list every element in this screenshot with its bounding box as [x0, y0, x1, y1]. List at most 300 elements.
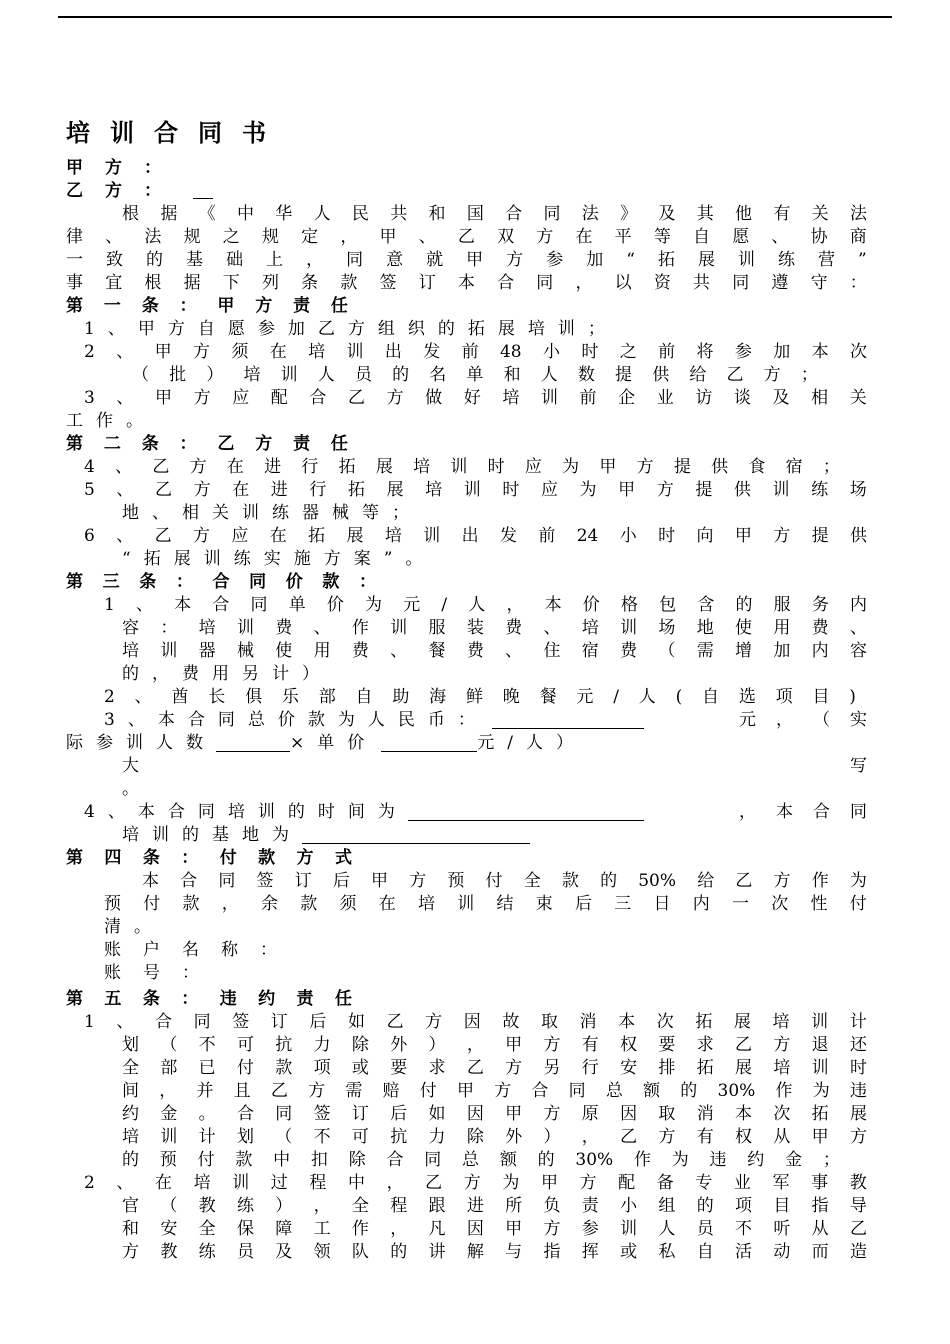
- glyph: 本: [142, 871, 159, 891]
- unit-price-unit: 元/人）: [477, 733, 586, 753]
- glyph: 的: [122, 1150, 139, 1170]
- training-time-tail: [739, 801, 867, 824]
- glyph: 小: [542, 342, 560, 362]
- glyph: 宿: [581, 641, 599, 661]
- glyph: 队: [351, 1242, 369, 1262]
- glyph: 1: [84, 1012, 95, 1032]
- glyph: 费: [811, 618, 829, 638]
- glyph: 次: [849, 342, 867, 362]
- glyph: 中: [236, 204, 254, 224]
- glyph: 餐: [539, 687, 557, 707]
- glyph: 定: [301, 227, 319, 247]
- glyph: 力: [313, 1035, 331, 1055]
- glyph: 抗: [275, 1035, 293, 1055]
- glyph: 在: [575, 227, 593, 247]
- glyph: 导: [849, 1196, 867, 1216]
- glyph: 本: [174, 595, 192, 615]
- glyph: 批: [169, 365, 187, 385]
- party-b-blank: [193, 184, 213, 199]
- glyph: ）: [206, 365, 224, 385]
- glyph: 资: [653, 273, 671, 293]
- glyph: 违: [849, 1081, 867, 1101]
- glyph: 部: [160, 1058, 178, 1078]
- glyph: 中: [273, 1150, 291, 1170]
- glyph: 本: [776, 802, 793, 822]
- glyph: 扣: [310, 1150, 328, 1170]
- glyph: 费: [620, 641, 638, 661]
- glyph: 一: [103, 296, 121, 316]
- glyph: （: [813, 710, 830, 730]
- glyph: 计: [198, 1127, 216, 1147]
- glyph: 、: [505, 641, 523, 661]
- glyph: 场: [849, 480, 867, 500]
- glyph: 法: [581, 204, 599, 224]
- glyph: 、: [136, 595, 153, 615]
- glyph: 束: [535, 894, 553, 914]
- glyph: 方: [463, 1173, 481, 1193]
- glyph: 条: [141, 296, 159, 316]
- glyph: 领: [313, 1242, 331, 1262]
- glyph: 名: [429, 365, 447, 385]
- glyph: 全: [351, 1196, 369, 1216]
- glyph: 国: [466, 204, 484, 224]
- glyph: 部: [318, 687, 336, 707]
- glyph: 乙: [217, 434, 235, 454]
- glyph: 外: [390, 1035, 408, 1055]
- glyph: 地: [696, 618, 714, 638]
- article-3-item-cont: 。: [122, 779, 139, 799]
- glyph: 或: [620, 1242, 638, 1262]
- glyph: 方: [409, 871, 427, 891]
- glyph: 展: [733, 1012, 751, 1032]
- glyph: 3: [84, 388, 95, 408]
- article-5-item-cont: [122, 1034, 867, 1057]
- glyph: 备: [656, 1173, 674, 1193]
- glyph: 乙: [849, 1219, 867, 1239]
- glyph: 实: [850, 710, 867, 730]
- glyph: ，: [306, 250, 324, 270]
- glyph: 规: [261, 227, 279, 247]
- glyph: 以: [614, 273, 632, 293]
- glyph: 员: [236, 1242, 254, 1262]
- glyph: 意: [386, 250, 404, 270]
- glyph: 前: [579, 388, 597, 408]
- glyph: 合: [180, 871, 198, 891]
- glyph: 第: [66, 296, 83, 316]
- glyph: 官: [122, 1196, 139, 1216]
- glyph: 做: [425, 388, 443, 408]
- glyph: 发: [499, 526, 517, 546]
- glyph: 甲: [217, 296, 235, 316]
- glyph: 培: [502, 388, 520, 408]
- header-rule: [58, 16, 892, 18]
- glyph: 甲: [734, 526, 752, 546]
- glyph: 工: [313, 1219, 331, 1239]
- glyph: 方: [255, 434, 273, 454]
- glyph: 器: [198, 641, 216, 661]
- glyph: 金: [160, 1104, 178, 1124]
- article-2-item-cont: “拓展训练实施方案”。: [122, 549, 436, 569]
- glyph: 如: [347, 1012, 365, 1032]
- glyph: 同: [275, 1104, 293, 1124]
- article-1-item: [84, 387, 867, 410]
- article-5-item-cont: [122, 1126, 867, 1149]
- glyph: 前: [658, 342, 676, 362]
- glyph: 款: [258, 848, 276, 868]
- glyph: 预: [447, 871, 465, 891]
- glyph: 训: [540, 388, 558, 408]
- glyph: 、: [134, 687, 152, 707]
- glyph: 二: [103, 434, 121, 454]
- glyph: 练: [236, 1196, 254, 1216]
- glyph: 给: [697, 871, 715, 891]
- glyph: （: [658, 641, 676, 661]
- glyph: 展: [735, 1058, 752, 1078]
- glyph: 条: [301, 273, 319, 293]
- glyph: 双: [497, 227, 515, 247]
- glyph: 指: [543, 1242, 561, 1262]
- glyph: 营: [818, 250, 835, 270]
- glyph: 作: [351, 1219, 369, 1239]
- glyph: 需: [345, 1081, 363, 1101]
- glyph: 甲: [466, 250, 484, 270]
- glyph: 练: [198, 1242, 216, 1262]
- glyph: 内: [692, 894, 710, 914]
- glyph: 一: [732, 894, 749, 914]
- glyph: 乙: [726, 365, 744, 385]
- glyph: 一: [66, 250, 83, 270]
- glyph: 元: [403, 595, 421, 615]
- glyph: 甲: [811, 1127, 829, 1147]
- glyph: 讲: [428, 1242, 446, 1262]
- glyph: 单: [288, 595, 306, 615]
- glyph: 训: [232, 1173, 250, 1193]
- glyph: 训: [423, 526, 441, 546]
- glyph: 活: [735, 1242, 752, 1262]
- glyph: 为: [365, 595, 383, 615]
- glyph: （: [160, 1196, 178, 1216]
- glyph: 可: [351, 1127, 369, 1147]
- glyph: 人: [658, 1219, 676, 1239]
- glyph: 练: [777, 250, 795, 270]
- glyph: 础: [226, 250, 244, 270]
- glyph: 方: [763, 365, 781, 385]
- glyph: 款: [275, 1058, 293, 1078]
- glyph: 行: [309, 480, 327, 500]
- glyph: 同: [249, 572, 267, 592]
- glyph: 方: [849, 1127, 867, 1147]
- glyph: 和: [428, 204, 446, 224]
- glyph: 前: [461, 342, 479, 362]
- glyph: 选: [738, 687, 756, 707]
- glyph: 军: [772, 1173, 790, 1193]
- glyph: 关: [849, 388, 867, 408]
- glyph: 餐: [428, 641, 446, 661]
- glyph: 须: [231, 342, 249, 362]
- glyph: 后: [575, 894, 592, 914]
- glyph: 间: [122, 1081, 139, 1101]
- article-3-heading: [66, 571, 376, 594]
- glyph: 求: [428, 1058, 446, 1078]
- glyph: 方: [506, 250, 524, 270]
- glyph: 参: [546, 250, 564, 270]
- glyph: 行: [301, 457, 319, 477]
- article-3-item: [104, 594, 867, 617]
- glyph: 划: [122, 1035, 139, 1055]
- glyph: 上: [266, 250, 284, 270]
- glyph: 本: [457, 273, 475, 293]
- glyph: 列: [261, 273, 279, 293]
- glyph: 训: [811, 1058, 829, 1078]
- glyph: 方: [636, 457, 654, 477]
- glyph: 的: [600, 871, 618, 891]
- glyph: 方: [192, 526, 210, 546]
- glyph: 第: [66, 989, 83, 1009]
- glyph: 民: [351, 204, 369, 224]
- article-3-item-cont: [122, 755, 867, 778]
- glyph: 价: [582, 595, 600, 615]
- glyph: ）: [543, 1127, 561, 1147]
- glyph: 参: [581, 1219, 599, 1239]
- glyph: 同: [536, 273, 554, 293]
- glyph: 合: [497, 273, 515, 293]
- glyph: ，: [506, 595, 524, 615]
- glyph: 、: [543, 618, 561, 638]
- glyph: 相: [811, 388, 829, 408]
- glyph: ，: [575, 273, 593, 293]
- glyph: 好: [463, 388, 481, 408]
- glyph: 方: [536, 227, 554, 247]
- glyph: 式: [334, 848, 352, 868]
- glyph: 培: [308, 342, 326, 362]
- glyph: 时: [581, 342, 599, 362]
- glyph: 作: [775, 1081, 793, 1101]
- glyph: 乙: [154, 526, 172, 546]
- glyph: ）: [428, 1035, 446, 1055]
- glyph: 加: [773, 342, 791, 362]
- glyph: 任: [334, 989, 352, 1009]
- glyph: 除: [466, 1127, 484, 1147]
- glyph: 加: [586, 250, 604, 270]
- glyph: 订: [294, 871, 312, 891]
- glyph: /: [613, 687, 619, 707]
- glyph: 内: [850, 595, 867, 615]
- glyph: 和: [122, 1219, 139, 1239]
- glyph: 、: [115, 457, 133, 477]
- glyph: 数: [577, 365, 595, 385]
- glyph: 住: [543, 641, 561, 661]
- glyph: 练: [811, 480, 829, 500]
- glyph: 从: [811, 1219, 829, 1239]
- glyph: 、: [105, 227, 123, 247]
- glyph: 保: [236, 1219, 254, 1239]
- glyph: 供: [849, 526, 867, 546]
- glyph: 预: [159, 1150, 177, 1170]
- glyph: /: [441, 595, 448, 615]
- glyph: 甲: [505, 1104, 523, 1124]
- glyph: 第: [66, 434, 83, 454]
- glyph: 方: [494, 1081, 512, 1101]
- glyph: 训: [450, 457, 468, 477]
- glyph: 内: [811, 641, 829, 661]
- glyph: 除: [348, 1150, 366, 1170]
- glyph: 同: [850, 802, 867, 822]
- glyph: 乙: [466, 1058, 484, 1078]
- glyph: 乙: [386, 1012, 404, 1032]
- intro-line: [66, 249, 867, 272]
- glyph: 求: [696, 1035, 714, 1055]
- article-4-heading: [66, 847, 352, 870]
- glyph: 、: [390, 641, 408, 661]
- glyph: 方: [773, 526, 791, 546]
- glyph: 2: [84, 1173, 95, 1193]
- glyph: 展: [386, 480, 404, 500]
- glyph: 本: [618, 1012, 636, 1032]
- glyph: 同: [250, 595, 268, 615]
- glyph: 遵: [771, 273, 789, 293]
- glyph: 晚: [502, 687, 520, 707]
- glyph: “: [626, 250, 635, 270]
- glyph: 使: [275, 641, 293, 661]
- glyph: 其: [696, 204, 714, 224]
- glyph: 培: [122, 641, 139, 661]
- glyph: 共: [390, 204, 408, 224]
- glyph: 全: [198, 1219, 216, 1239]
- glyph: ，: [739, 802, 756, 822]
- glyph: 用: [313, 641, 331, 661]
- glyph: 访: [695, 388, 713, 408]
- glyph: 用: [773, 618, 791, 638]
- glyph: 人: [540, 365, 558, 385]
- glyph: 时: [487, 457, 505, 477]
- glyph: 拓: [308, 526, 326, 546]
- glyph: 时: [849, 1058, 867, 1078]
- glyph: 供: [652, 365, 670, 385]
- glyph: 提: [673, 457, 691, 477]
- glyph: 服: [428, 618, 446, 638]
- glyph: 培: [193, 1173, 211, 1193]
- glyph: 事: [811, 1173, 829, 1193]
- glyph: 培: [418, 894, 435, 914]
- glyph: 故: [502, 1012, 520, 1032]
- glyph: 拓: [657, 250, 675, 270]
- glyph: 俱: [245, 687, 263, 707]
- glyph: 自: [693, 227, 710, 247]
- glyph: 安: [620, 1058, 638, 1078]
- glyph: 出: [461, 526, 479, 546]
- glyph: 规: [183, 227, 201, 247]
- glyph: 方: [192, 342, 210, 362]
- glyph: 配: [270, 388, 288, 408]
- glyph: 订: [418, 273, 436, 293]
- glyph: 培: [198, 618, 216, 638]
- glyph: 训: [620, 1219, 638, 1239]
- glyph: 及: [772, 388, 790, 408]
- glyph: 乐: [281, 687, 299, 707]
- glyph: 乙: [155, 480, 173, 500]
- glyph: 乙: [152, 457, 170, 477]
- glyph: 应: [540, 480, 558, 500]
- glyph: 之: [619, 342, 637, 362]
- glyph: 款: [235, 1150, 253, 1170]
- total-price-unit: [739, 709, 867, 732]
- glyph: 共: [693, 273, 710, 293]
- intro-line: [66, 272, 867, 295]
- glyph: 需: [696, 641, 714, 661]
- glyph: 训: [457, 894, 475, 914]
- unit-price-blank: [381, 735, 477, 752]
- glyph: 方: [296, 848, 314, 868]
- glyph: 甲: [155, 388, 173, 408]
- party-b-label: 乙方：: [66, 181, 183, 201]
- glyph: ：: [179, 434, 197, 454]
- article-5-item-cont: [122, 1080, 867, 1103]
- glyph: 本: [735, 1104, 752, 1124]
- article-1-item-cont: 工作。: [66, 411, 156, 431]
- glyph: 三: [102, 572, 120, 592]
- glyph: 人: [468, 595, 486, 615]
- glyph: 元: [576, 687, 594, 707]
- capital-label: 大: [122, 756, 139, 776]
- glyph: 包: [659, 595, 677, 615]
- glyph: 款: [340, 273, 358, 293]
- glyph: 小: [620, 1196, 638, 1216]
- glyph: (: [675, 687, 683, 707]
- article-5-item-cont: [122, 1241, 867, 1264]
- glyph: 付: [849, 894, 867, 914]
- article-1-heading: [66, 295, 348, 318]
- glyph: ，: [466, 1035, 484, 1055]
- glyph: 违: [219, 989, 237, 1009]
- glyph: 、: [116, 342, 134, 362]
- article-5-item-cont: [122, 1149, 840, 1172]
- glyph: 教: [160, 1242, 178, 1262]
- glyph: 消: [579, 1012, 597, 1032]
- glyph: 参: [734, 342, 752, 362]
- glyph: 在: [155, 1173, 173, 1193]
- glyph: 第: [66, 572, 83, 592]
- article-4-text: 清。: [104, 917, 164, 937]
- glyph: 及: [275, 1242, 293, 1262]
- glyph: 障: [275, 1219, 293, 1239]
- glyph: 责: [581, 1196, 599, 1216]
- glyph: 时: [502, 480, 520, 500]
- party-a-line: 甲方：: [66, 158, 183, 178]
- glyph: 给: [689, 365, 707, 385]
- glyph: 宿: [785, 457, 803, 477]
- glyph: 愿: [732, 227, 750, 247]
- glyph: 应: [232, 388, 250, 408]
- glyph: 后: [390, 1104, 408, 1124]
- glyph: 安: [160, 1219, 178, 1239]
- glyph: 提: [811, 526, 829, 546]
- glyph: 拓: [811, 1104, 829, 1124]
- glyph: 为: [562, 457, 580, 477]
- glyph: ，: [159, 1081, 177, 1101]
- glyph: 要: [390, 1058, 408, 1078]
- glyph: 供: [711, 457, 729, 477]
- glyph: 消: [696, 1104, 714, 1124]
- glyph: ): [849, 687, 856, 707]
- glyph: 致: [106, 250, 124, 270]
- glyph: 合: [236, 1104, 254, 1124]
- glyph: 48: [499, 342, 522, 362]
- glyph: 款: [561, 871, 579, 891]
- training-base-blank: [302, 827, 530, 844]
- glyph: 同: [193, 1012, 211, 1032]
- glyph: 加: [773, 641, 791, 661]
- glyph: 除: [351, 1035, 369, 1055]
